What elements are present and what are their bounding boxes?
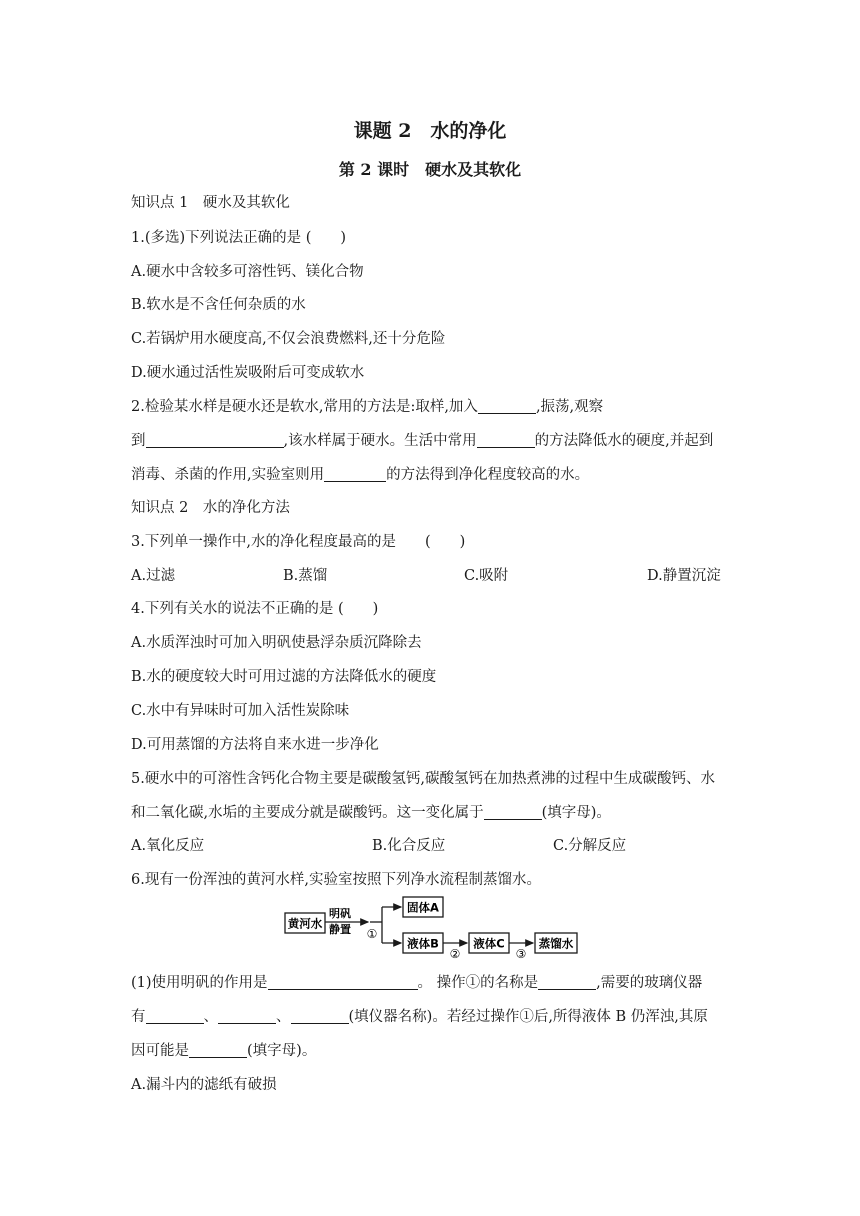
q6-option-a: A.漏斗内的滤纸有破损 xyxy=(131,1077,277,1093)
q6-text: ,需要的玻璃仪器 xyxy=(596,975,703,991)
q2-line-3 xyxy=(131,463,589,484)
q6-text: 因可能是 xyxy=(131,1043,189,1059)
q6-text: 有 xyxy=(131,1009,146,1025)
q6-text: (1)使用明矾的作用是 xyxy=(131,975,268,991)
q5-text: (填字母)。 xyxy=(541,805,611,821)
q2-line-2 xyxy=(131,429,713,450)
q3-stem: 3.下列单一操作中,水的净化程度最高的是 ( ) xyxy=(131,534,466,550)
answer-blank[interactable] xyxy=(218,1009,276,1025)
step-2-marker: ② xyxy=(449,947,461,961)
q4-option-c: C.水中有异味时可加入活性炭除味 xyxy=(131,703,350,719)
q3-option-d: D.静置沉淀 xyxy=(647,568,721,584)
q6-text: (填字母)。 xyxy=(247,1043,317,1059)
q4-stem: 4.下列有关水的说法不正确的是 ( ) xyxy=(131,601,379,617)
page-title: 课题 2 水的净化 xyxy=(353,120,507,142)
q6-stem: 6.现有一份浑浊的黄河水样,实验室按照下列净水流程制蒸馏水。 xyxy=(131,872,541,888)
answer-blank[interactable] xyxy=(146,1009,204,1025)
q1-stem: 1.(多选)下列说法正确的是 ( ) xyxy=(131,230,347,246)
liquid-c-label: 液体C xyxy=(473,936,505,951)
q1-option-c: C.若锅炉用水硬度高,不仅会浪费燃料,还十分危险 xyxy=(131,331,446,347)
answer-blank[interactable] xyxy=(477,433,535,449)
solid-box xyxy=(403,897,443,917)
q5-option-c: C.分解反应 xyxy=(553,838,627,854)
q6-text: 、 xyxy=(276,1009,291,1025)
q2-line-1 xyxy=(131,395,603,416)
answer-blank[interactable] xyxy=(478,399,536,415)
answer-blank[interactable] xyxy=(291,1009,349,1025)
q2-text: 2.检验某水样是硬水还是软水,常用的方法是:取样,加入 xyxy=(131,399,478,415)
source-box xyxy=(285,913,325,933)
liquid-b-label: 液体B xyxy=(407,936,439,951)
liquid-b-box xyxy=(403,933,443,953)
q2-text: 到 xyxy=(131,433,146,449)
answer-blank[interactable] xyxy=(146,433,284,449)
q5-line-2 xyxy=(131,801,611,822)
q3-option-c: C.吸附 xyxy=(464,568,509,584)
q2-text: ,振荡,观察 xyxy=(535,399,604,415)
answer-blank[interactable] xyxy=(484,805,542,821)
q1-option-a: A.硬水中含较多可溶性钙、镁化合物 xyxy=(131,264,364,280)
solid-label: 固体A xyxy=(407,900,439,915)
q2-text: ,该水样属于硬水。生活中常用 xyxy=(283,433,477,449)
q6-part1-line-1 xyxy=(131,971,702,992)
q1-option-d: D.硬水通过活性炭吸附后可变成软水 xyxy=(131,365,365,381)
step-1-marker: ① xyxy=(366,927,378,941)
page-subtitle: 第 2 课时 硬水及其软化 xyxy=(338,160,522,179)
knowledge-point-1: 知识点 1 硬水及其软化 xyxy=(131,195,290,211)
liquid-c-box xyxy=(469,933,509,953)
reagent-label: 明矾 xyxy=(329,907,351,920)
purification-flow-diagram xyxy=(284,895,584,961)
product-box xyxy=(535,933,577,953)
knowledge-point-2: 知识点 2 水的净化方法 xyxy=(131,500,290,516)
q6-part1-line-2 xyxy=(131,1005,708,1026)
q3-option-b: B.蒸馏 xyxy=(283,568,328,584)
q5-line-1: 5.硬水中的可溶性含钙化合物主要是碳酸氢钙,碳酸氢钙在加热煮沸的过程中生成碳酸钙、水 xyxy=(131,771,715,787)
q6-text: 、 xyxy=(203,1009,218,1025)
answer-blank[interactable] xyxy=(538,975,596,991)
q2-text: 消毒、杀菌的作用,实验室则用 xyxy=(131,467,325,483)
answer-blank[interactable] xyxy=(268,975,418,991)
answer-blank[interactable] xyxy=(189,1043,247,1059)
q4-option-b: B.水的硬度较大时可用过滤的方法降低水的硬度 xyxy=(131,669,437,685)
source-label: 黄河水 xyxy=(287,916,323,931)
q4-option-d: D.可用蒸馏的方法将自来水进一步净化 xyxy=(131,737,379,753)
settle-label: 静置 xyxy=(329,923,351,936)
q6-text: (填仪器名称)。若经过操作①后,所得液体 B 仍浑浊,其原 xyxy=(348,1009,708,1025)
q5-option-a: A.氧化反应 xyxy=(131,838,205,854)
q4-option-a: A.水质浑浊时可加入明矾使悬浮杂质沉降除去 xyxy=(131,635,422,651)
q2-text: 的方法得到净化程度较高的水。 xyxy=(386,467,590,483)
q2-text: 的方法降低水的硬度,并起到 xyxy=(534,433,714,449)
q1-option-b: B.软水是不含任何杂质的水 xyxy=(131,297,306,313)
product-label: 蒸馏水 xyxy=(538,936,574,951)
q5-option-b: B.化合反应 xyxy=(372,838,446,854)
q5-text: 和二氧化碳,水垢的主要成分就是碳酸钙。这一变化属于 xyxy=(131,805,484,821)
answer-blank[interactable] xyxy=(324,467,386,483)
q6-part1-line-3 xyxy=(131,1039,316,1060)
q3-option-a: A.过滤 xyxy=(131,568,176,584)
step-3-marker: ③ xyxy=(515,947,527,961)
q6-text: 。 操作①的名称是 xyxy=(417,975,539,991)
